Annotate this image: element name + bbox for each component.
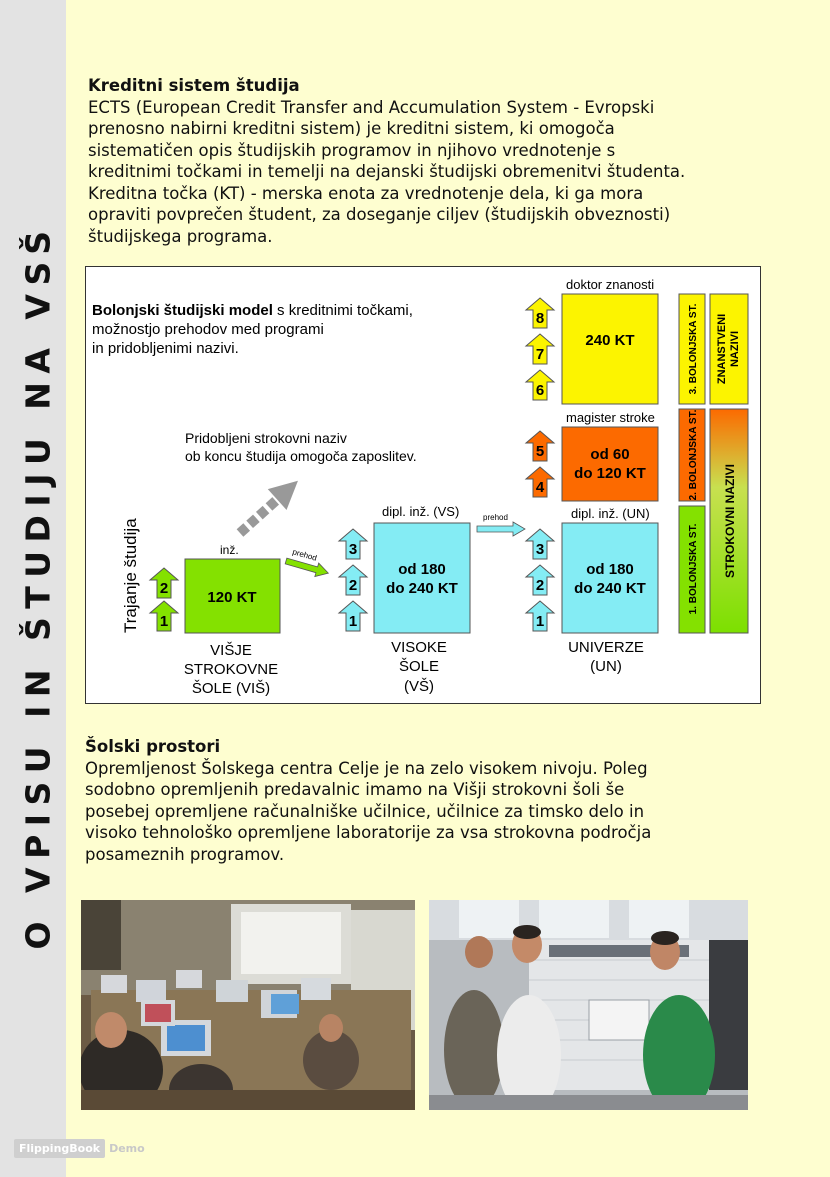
level-arrow-icon [526, 431, 554, 461]
magister-title: magister stroke [566, 410, 655, 425]
vs-title: dipl. inž. (VS) [382, 504, 460, 519]
level-number: 2 [348, 577, 358, 594]
vs-label: VISOKE [391, 639, 447, 656]
credit-line: prenosno nabirni kreditni sistem) je kreditni sistem, ki omogoča [88, 119, 615, 138]
credit-line: Kreditna točka (KT) - merska enota za vrednotenje dela, ki ga mora [88, 183, 644, 203]
un-credit-label: od 180 [586, 561, 634, 578]
level-number: 4 [535, 479, 545, 496]
facilities-line: posameznih programov. [85, 844, 285, 864]
vs-label: ŠOLE [398, 658, 440, 675]
level-number: 2 [159, 580, 169, 597]
duration-axis-label: Trajanje študija [121, 518, 140, 633]
level-number: 1 [159, 613, 169, 630]
credit-line: študijskega programa. [88, 226, 273, 246]
school-facilities-heading: Šolski prostori [85, 737, 221, 756]
level-arrow-icon [339, 565, 367, 595]
flippingbook-watermark [14, 1142, 145, 1155]
un-credit-box [562, 523, 658, 633]
bologna-level-1-label: 1. BOLONJSKA ST. [688, 523, 699, 615]
vis-label: STROKOVNE [183, 661, 279, 678]
vs-credit-label: od 180 [398, 561, 446, 578]
vs-label: (VŠ) [404, 678, 434, 695]
magister-credit-box [562, 427, 658, 501]
level-arrow-icon [150, 568, 178, 598]
sidebar [0, 0, 66, 1177]
level-arrow-icon [339, 601, 367, 631]
watermark-demo: Demo [109, 1142, 145, 1155]
doktor-credit-label: 240 KT [585, 332, 635, 349]
magister-credit-label: do 120 KT [574, 465, 646, 482]
vis-label: ŠOLE (VIŠ) [191, 680, 271, 697]
transition-arrow-icon [477, 522, 525, 536]
transition-label: prehod [483, 513, 508, 522]
level-arrow-icon [526, 370, 554, 400]
credit-line: ECTS (European Credit Transfer and Accumulation System - Evropski [88, 97, 655, 117]
sidebar-title: O VPISU IN ŠTUDIJU NA VSŠ [18, 222, 58, 950]
scientific-titles-label: NAZIVI [729, 330, 741, 368]
doktor-title: doktor znanosti [566, 277, 655, 292]
level-number: 3 [535, 541, 545, 558]
vis-title: inž. [220, 543, 239, 557]
un-label: (UN) [590, 658, 622, 675]
transition-label: prehod [291, 547, 318, 563]
credit-system-section [88, 75, 788, 247]
doktor-credit-box [562, 294, 658, 404]
level-number: 2 [535, 577, 545, 594]
level-number: 8 [535, 310, 545, 327]
vs-credit-box [374, 523, 470, 633]
professional-titles-label: STROKOVNI NAZIVI [723, 463, 737, 579]
laboratory-photo [429, 900, 748, 1110]
vs-credit-label: do 240 KT [386, 580, 458, 597]
vis-credit-label: 120 KT [207, 589, 257, 606]
level-number: 5 [535, 443, 545, 460]
diagram-intro-line: in pridobljenimi nazivi. [92, 340, 239, 357]
classroom-photo [81, 900, 415, 1110]
diagram-intro-line: možnostjo prehodov med programi [92, 321, 324, 338]
career-arrow-icon [231, 470, 308, 543]
bologna-level-3-label: 3. BOLONJSKA ST. [688, 303, 699, 395]
credit-line: opraviti povprečen študent, za doseganje ciljev (študijskih obveznosti) [88, 205, 671, 224]
bologna-level-2-label: 2. BOLONJSKA ST. [688, 409, 699, 501]
facilities-line: posebej opremljene računalniške učilnice, učilnice za timsko delo in [85, 801, 645, 821]
diagram-note: Pridobljeni strokovni naziv [185, 430, 347, 446]
level-arrow-icon [526, 467, 554, 497]
diagram-note: ob koncu študija omogoča zaposlitev. [185, 448, 417, 464]
level-arrow-icon [150, 601, 178, 631]
bologna-diagram [85, 266, 761, 704]
level-arrow-icon [339, 529, 367, 559]
level-number: 6 [535, 382, 545, 399]
un-label: UNIVERZE [568, 639, 644, 656]
school-facilities-section [85, 736, 785, 865]
level-arrow-icon [526, 298, 554, 328]
level-arrow-icon [526, 529, 554, 559]
level-number: 1 [348, 613, 358, 630]
credit-system-heading: Kreditni sistem študija [88, 76, 300, 95]
level-arrow-icon [526, 565, 554, 595]
level-arrow-icon [526, 334, 554, 364]
level-number: 1 [535, 613, 545, 630]
credit-line: sistematičen opis študijskih programov in njihovo vrednotenje s [88, 140, 616, 160]
facilities-line: sodobno opremljenih predavalnic imamo na Višji strokovni šoli še [85, 780, 625, 799]
credit-line: kreditnimi točkami in temelji na dejanski študijski obremenitvi študenta. [88, 162, 686, 181]
un-credit-label: do 240 KT [574, 580, 646, 597]
scientific-titles-label: ZNANSTVENI [716, 313, 728, 385]
watermark-brand: FlippingBook [14, 1139, 105, 1158]
diagram-intro: Bolonjski študijski model s kreditnimi točkami, [92, 302, 413, 319]
un-title: dipl. inž. (UN) [571, 506, 650, 521]
level-number: 3 [348, 541, 358, 558]
vis-label: VIŠJE [210, 642, 252, 659]
level-number: 7 [535, 346, 545, 363]
magister-credit-label: od 60 [590, 446, 630, 463]
facilities-line: visoko tehnološko opremljene laboratorije za vsa strokovna področja [85, 823, 652, 842]
level-arrow-icon [526, 601, 554, 631]
facilities-line: Opremljenost Šolskega centra Celje je na zelo visokem nivoju. Poleg [85, 758, 648, 778]
